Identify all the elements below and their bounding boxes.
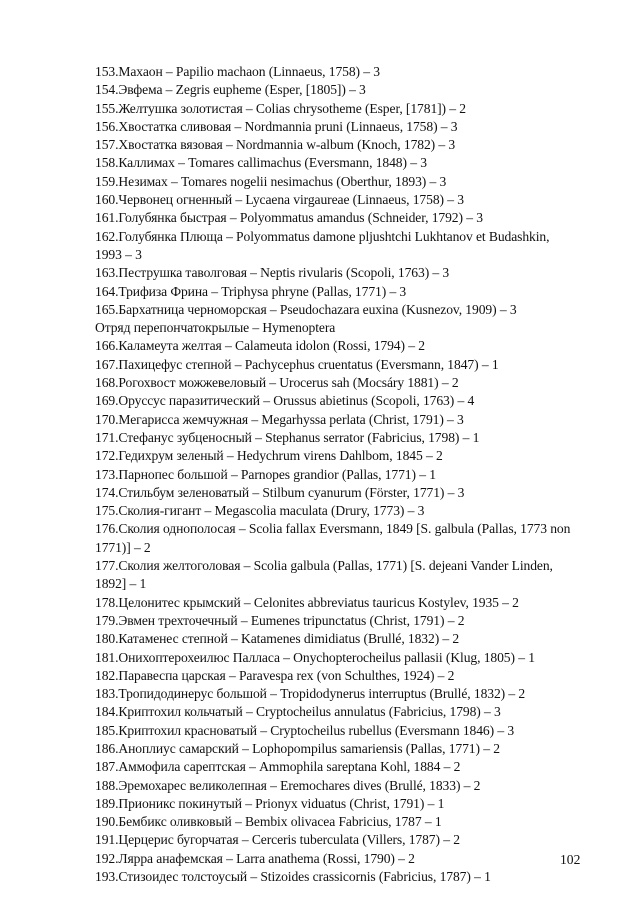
list-item: 183.Тропидодинерус большой – Tropidodynerus interruptus (Brullé, 1832) – 2 <box>95 686 526 702</box>
list-item: 159.Незимах – Tomares nogelii nesimachus (Oberthur, 1893) – 3 <box>95 173 447 189</box>
list-item: 189.Прионикс покинутый – Prionyx viduatus (Christ, 1791) – 1 <box>95 795 445 811</box>
list-item: 158.Каллимах – Tomares callimachus (Eversmann, 1848) – 3 <box>95 155 427 171</box>
list-item: 164.Трифиза Фрина – Triphysa phryne (Pallas, 1771) – 3 <box>95 283 407 299</box>
list-item: 154.Эвфема – Zegris eupheme (Esper, [1805]) – 3 <box>95 82 366 98</box>
list-item: 177.Сколия желтоголовая – Scolia galbula (Pallas, 1771) [S. dejeani Vander Linden, 1892] – 1 <box>95 558 553 592</box>
list-item: 193.Стизоидес толстоусый – Stizoides crassicornis (Fabricius, 1787) – 1 <box>95 869 491 885</box>
list-item: 179.Эвмен трехточечный – Eumenes tripunctatus (Christ, 1791) – 2 <box>95 612 465 628</box>
list-item: 169.Оруссус паразитический – Orussus abietinus (Scopoli, 1763) – 4 <box>95 393 475 409</box>
list-item: 184.Криптохил кольчатый – Cryptocheilus annulatus (Fabricius, 1798) – 3 <box>95 704 501 720</box>
list-item: 156.Хвостатка сливовая – Nordmannia pruni (Linnaeus, 1758) – 3 <box>95 118 458 134</box>
list-item: 170.Мегарисса жемчужная – Megarhyssa perlata (Christ, 1791) – 3 <box>95 411 464 427</box>
list-item: 192.Лярра анафемская – Larra anathema (Rossi, 1790) – 2 <box>95 850 415 866</box>
list-item: 153.Махаон – Papilio machaon (Linnaeus, 1758) – 3 <box>95 64 380 79</box>
list-item: 175.Сколия-гигант – Megascolia maculata (Drury, 1773) – 3 <box>95 503 425 519</box>
list-item: 172.Гедихрум зеленый – Hedychrum virens Dahlbom, 1845 – 2 <box>95 448 443 464</box>
list-item: 190.Бембикс оливковый – Bembix olivacea Fabricius, 1787 – 1 <box>95 814 442 830</box>
list-item: 191.Церцерис бугорчатая – Cerceris tuberculata (Villers, 1787) – 2 <box>95 832 460 848</box>
list-item: 165.Бархатница черноморская – Pseudochazara euxina (Kusnezov, 1909) – 3 <box>95 301 517 317</box>
list-item: 178.Целонитес крымский – Celonites abbreviatus tauricus Kostylev, 1935 – 2 <box>95 594 519 610</box>
list-item: 160.Червонец огненный – Lycaena virgaureae (Linnaeus, 1758) – 3 <box>95 192 464 208</box>
list-item: 171.Стефанус зубценосный – Stephanus serrator (Fabricius, 1798) – 1 <box>95 429 480 445</box>
list-item: 161.Голубянка быстрая – Polyommatus amandus (Schneider, 1792) – 3 <box>95 210 483 226</box>
list-item: 180.Катаменес степной – Katamenes dimidiatus (Brullé, 1832) – 2 <box>95 631 460 647</box>
list-item: 162.Голубянка Плюща – Polyommatus damone pljushtchi Lukhtanov et Budashkin, 1993 – 3 <box>95 228 550 262</box>
list-item: 155.Желтушка золотистая – Colias chrysotheme (Esper, [1781]) – 2 <box>95 100 466 116</box>
list-item: 182.Паравеспа царская – Paravespa rex (von Schulthes, 1924) – 2 <box>95 667 455 683</box>
list-item: 187.Аммофила сарептская – Ammophila sareptana Kohl, 1884 – 2 <box>95 759 461 775</box>
list-item: 173.Парнопес большой – Parnopes grandior (Pallas, 1771) – 1 <box>95 466 436 482</box>
list-item: 188.Эремохарес великолепная – Eremochares dives (Brullé, 1833) – 2 <box>95 777 481 793</box>
list-item: 157.Хвостатка вязовая – Nordmannia w-album (Knoch, 1782) – 3 <box>95 137 456 153</box>
list-item: 168.Рогохвост можжевеловый – Urocerus sah (Mocsáry 1881) – 2 <box>95 375 459 391</box>
species-list <box>95 63 575 886</box>
list-item: 176.Сколия однополосая – Scolia fallax Eversmann, 1849 [S. galbula (Pallas, 1773 non 1771)] – 2 <box>95 521 571 555</box>
list-item: 174.Стильбум зеленоватый – Stilbum cyanurum (Förster, 1771) – 3 <box>95 484 465 500</box>
list-item: Отряд перепончатокрылые – Hymenoptera <box>95 320 336 336</box>
list-item: 181.Онихоптерохеилюс Палласа – Onychopterocheilus pallasii (Klug, 1805) – 1 <box>95 649 535 665</box>
list-item: 167.Пахицефус степной – Pachycephus cruentatus (Eversmann, 1847) – 1 <box>95 356 499 372</box>
page-number: 102 <box>560 852 581 867</box>
list-item: 186.Аноплиус самарский – Lophopompilus samariensis (Pallas, 1771) – 2 <box>95 740 500 756</box>
list-item: 185.Криптохил красноватый – Cryptocheilus rubellus (Eversmann 1846) – 3 <box>95 722 515 738</box>
list-item: 166.Каламеута желтая – Calameuta idolon (Rossi, 1794) – 2 <box>95 338 425 354</box>
list-item: 163.Пеструшка таволговая – Neptis rivularis (Scopoli, 1763) – 3 <box>95 265 450 281</box>
